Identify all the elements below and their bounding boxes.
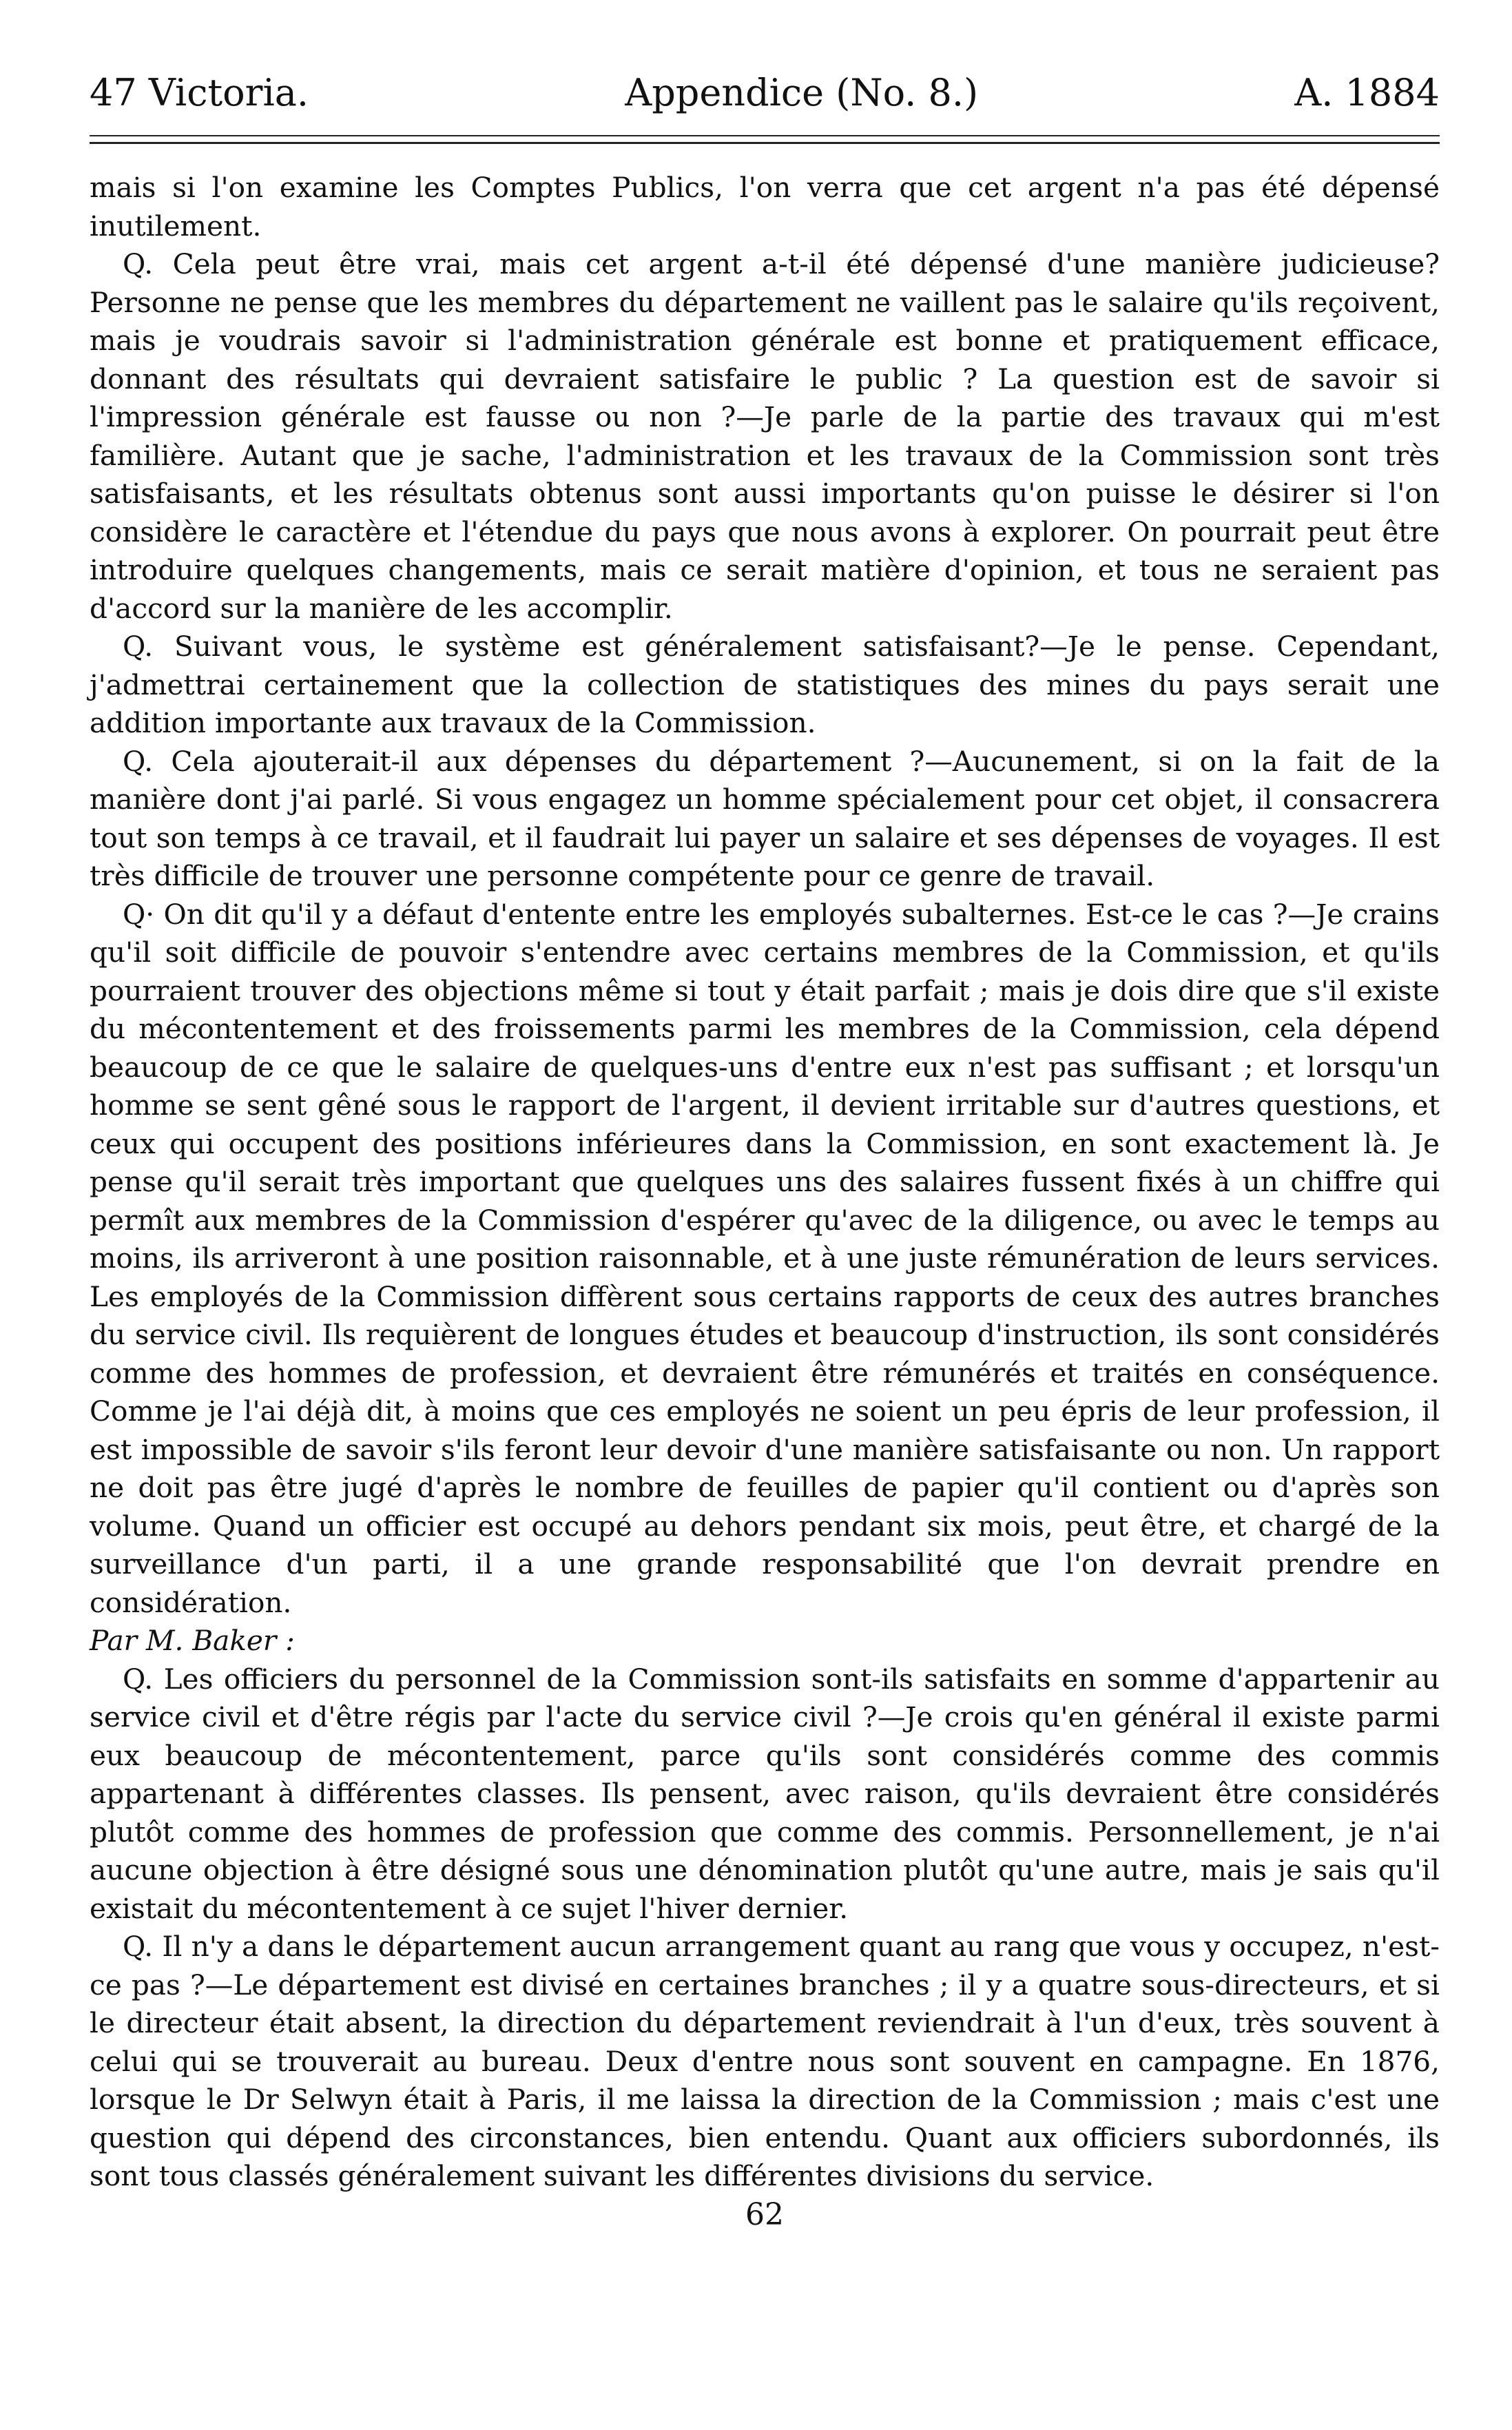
paragraph-question: Q. Cela ajouterait-il aux dépenses du département ?—Aucunement, si on la fait de la manière dont j'ai parlé. Si vous engagez un homme spécialement pour cet objet, il consacrera tout son temps à ce travail, et il faudrait lui payer un salaire et ses dépenses de voyages. Il est très difficile de trouver une personne compétente pour ce genre de travail.	[90, 744, 1440, 892]
page-number: 62	[745, 2196, 784, 2232]
paragraph-question: Q. Cela peut être vrai, mais cet argent a-t-il été dépensé d'une manière judicieuse? Personne ne pense que les membres du département ne vaillent pas le salaire qu'ils reçoivent, mais je voudrais savoir si l'administration générale est bonne et pratiquement efficace, donnant des résultats qui devraient satisfaire le public ? La question est de savoir si l'impression générale est fausse ou non ?—Je parle de la partie des travaux qui m'est familière. Autant que je sache, l'administration et les travaux de la Commission sont très satisfaisants, et les résultats obtenus sont aussi importants qu'on puisse le désirer si l'on considère le caractère et l'étendue du pays que nous avons à explorer. On pourrait peut être introduire quelques changements, mais ce serait matière d'opinion, et tous ne seraient pas d'accord sur la manière de les accomplir.	[90, 247, 1440, 625]
header-rule-thin	[90, 135, 1440, 136]
body-text	[90, 169, 1440, 2196]
paragraph-question: Q. Les officiers du personnel de la Commission sont-ils satisfaits en somme d'appartenir au service civil et d'être régis par l'acte du service civil ?—Je crois qu'en général il existe parmi eux beaucoup de mécontentement, parce qu'ils sont considérés comme des commis appartenant à différentes classes. Ils pensent, avec raison, qu'ils devraient être considérés plutôt comme des hommes de profession que comme des commis. Personnellement, je n'ai aucune objection à être désigné sous une dénomination plutôt qu'une autre, mais je sais qu'il existait du mécontentement à ce sujet l'hiver dernier.	[90, 1662, 1440, 1925]
header-year: A. 1884	[1294, 71, 1440, 114]
paragraph-question: Q. Il n'y a dans le département aucun arrangement quant au rang que vous y occupez, n'est-ce pas ?—Le département est divisé en certaines branches ; il y a quatre sous-directeurs, et si le directeur était absent, la direction du département reviendrait à l'un d'eux, très souvent à celui qui se trouverait au bureau. Deux d'entre nous sont souvent en campagne. En 1876, lorsque le Dr Selwyn était à Paris, il me laissa la direction de la Commission ; mais c'est une question qui dépend des circonstances, bien entendu. Quant aux officiers subordonnés, ils sont tous classés généralement suivant les différentes divisions du service.	[90, 1930, 1440, 2192]
header-rule-thick	[90, 142, 1440, 144]
paragraph-question: Q· On dit qu'il y a défaut d'entente entre les employés subalternes. Est-ce le cas ?—Je crains qu'il soit difficile de pouvoir s'entendre avec certains membres de la Commission, et qu'ils pourraient trouver des objections même si tout y était parfait ; mais je dois dire que s'il existe du mécontentement et des froissements parmi les membres de la Commission, cela dépend beaucoup de ce que le salaire de quelques-uns d'entre eux n'est pas suffisant ; et lorsqu'un homme se sent gêné sous le rapport de l'argent, il devient irritable sur d'autres questions, et ceux qui occupent des positions inférieures dans la Commission, en sont exactement là. Je pense qu'il serait très important que quelques uns des salaires fussent fixés à un chiffre qui permît aux membres de la Commission d'espérer qu'avec de la diligence, ou avec le temps au moins, ils arriveront à une position raisonnable, et à une juste rémunération de leurs services. Les employés de la Commission diffèrent sous certains rapports de ceux des autres branches du service civil. Ils requièrent de longues études et beaucoup d'instruction, ils sont considérés comme des hommes de profession, et devraient être rémunérés et traités en conséquence. Comme je l'ai déjà dit, à moins que ces employés ne soient un peu épris de leur profession, il est impossible de savoir s'ils feront leur devoir d'une manière satisfaisante ou non. Un rapport ne doit pas être jugé d'après le nombre de feuilles de papier qu'il contient ou d'après son volume. Quand un officier est occupé au dehors pendant six mois, peut être, et chargé de la surveillance d'un parti, il a une grande responsabilité que l'on devrait prendre en considération.	[90, 897, 1440, 1619]
header-appendix: Appendice (No. 8.)	[625, 71, 979, 114]
header-rules	[90, 135, 1440, 144]
header-session: 47 Victoria.	[90, 71, 309, 114]
paragraph-continued: mais si l'on examine les Comptes Publics, l'on verra que cet argent n'a pas été dépensé inutilement.	[90, 171, 1440, 243]
running-header	[90, 69, 1440, 117]
paragraph-question: Q. Suivant vous, le système est généralement satisfaisant?—Je le pense. Cependant, j'admettrai certainement que la collection de statistiques des mines du pays serait une addition importante aux travaux de la Commission.	[90, 630, 1440, 739]
page	[90, 69, 1440, 2234]
speaker-heading: Par M. Baker :	[90, 1624, 295, 1657]
